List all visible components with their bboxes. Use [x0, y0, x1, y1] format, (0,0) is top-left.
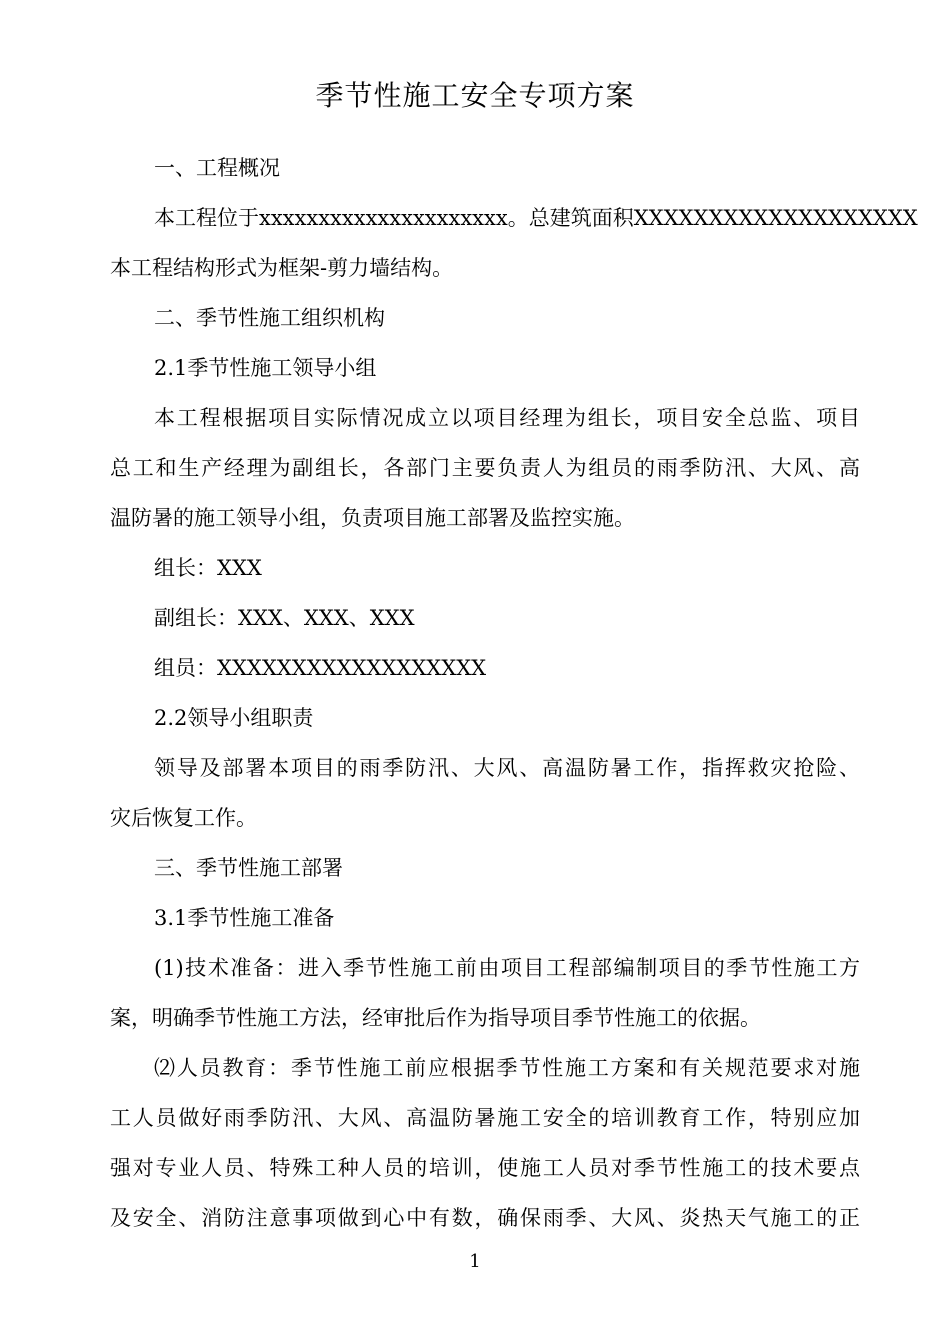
- paragraph-line: 案，明确季节性施工方法，经审批后作为指导项目季节性施工的依据。: [110, 1006, 761, 1030]
- paragraph-line: 强对专业人员、特殊工种人员的培训，使施工人员对季节性施工的技术要点: [110, 1156, 860, 1180]
- page-number: 1: [469, 1251, 481, 1272]
- paragraph-line: 领导及部署本项目的雨季防汛、大风、高温防暑工作，指挥救灾抢险、: [154, 756, 860, 780]
- team-leader-line: 组长：XXX: [154, 556, 262, 580]
- section-heading-2: 二、季节性施工组织机构: [154, 306, 385, 330]
- paragraph-line: 总工和生产经理为副组长，各部门主要负责人为组员的雨季防汛、大风、高: [110, 456, 860, 480]
- team-members-line: 组员：XXXXXXXXXXXXXXXXXX: [154, 656, 487, 680]
- paragraph-line: 工人员做好雨季防汛、大风、高温防暑施工安全的培训教育工作，特别应加: [110, 1106, 860, 1130]
- subsection-heading-2-1: 2.1季节性施工领导小组: [154, 356, 377, 380]
- section-heading-3: 三、季节性施工部署: [154, 856, 343, 880]
- paragraph-line: 本工程根据项目实际情况成立以项目经理为组长，项目安全总监、项目: [154, 406, 860, 430]
- paragraph-line: 本工程位于xxxxxxxxxxxxxxxxxxxxx。总建筑面积XXXXXXXXXXXXXXXXXXX: [154, 206, 918, 230]
- deputy-leader-line: 副组长：XXX、XXX、XXX: [154, 606, 415, 630]
- subsection-heading-3-1: 3.1季节性施工准备: [154, 906, 335, 930]
- paragraph-line: ⑵人员教育：季节性施工前应根据季节性施工方案和有关规范要求对施: [154, 1056, 860, 1080]
- paragraph-line: 及安全、消防注意事项做到心中有数，确保雨季、大风、炎热天气施工的正: [110, 1206, 860, 1230]
- paragraph-line: 本工程结构形式为框架-剪力墙结构。: [110, 256, 454, 280]
- document-title: 季节性施工安全专项方案: [315, 79, 635, 112]
- section-heading-1: 一、工程概况: [154, 156, 280, 180]
- paragraph-line: 温防暑的施工领导小组，负责项目施工部署及监控实施。: [110, 506, 635, 530]
- paragraph-line: (1)技术准备：进入季节性施工前由项目工程部编制项目的季节性施工方: [154, 956, 860, 980]
- subsection-heading-2-2: 2.2领导小组职责: [154, 706, 314, 730]
- paragraph-line: 灾后恢复工作。: [110, 806, 257, 830]
